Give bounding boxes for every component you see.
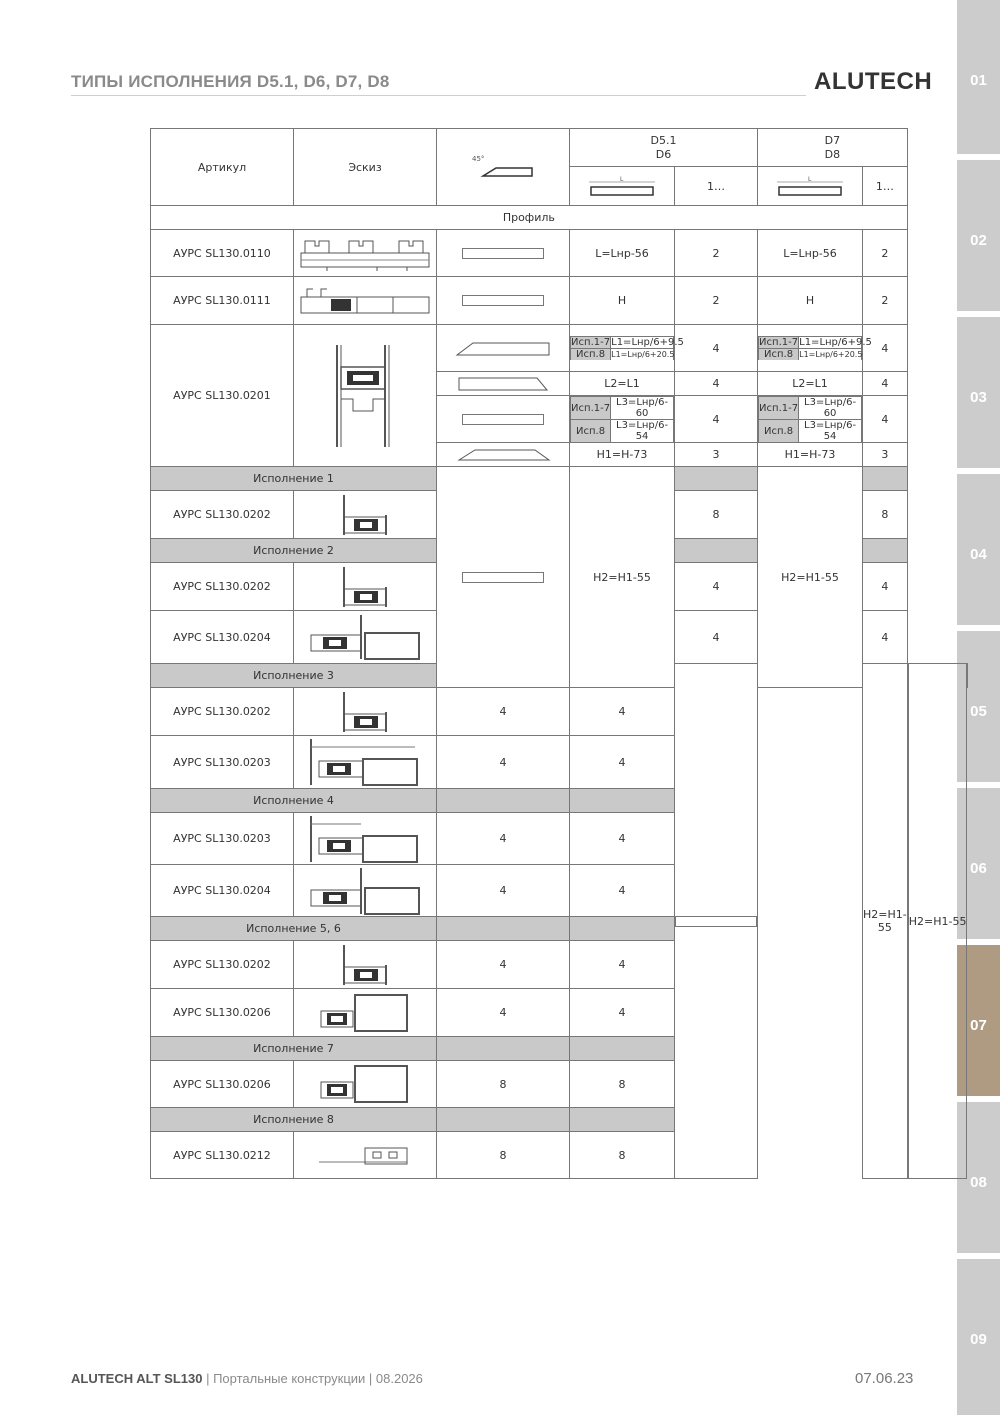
qty-b: 4 [570, 813, 675, 865]
article-cell: АУРС SL130.0203 [151, 736, 294, 789]
isp-subtable: Исп.1-7 L1=Lнр/6+9.5 Исп.8 L1=Lнр/6+20.5 [759, 337, 872, 360]
qty-a: 4 [675, 325, 758, 372]
article-cell: АУРС SL130.0111 [151, 277, 294, 325]
qty-b: 8 [570, 1132, 675, 1179]
profile-sketch-icon [330, 493, 400, 537]
rectangle-icon [462, 248, 544, 259]
sidebar-tab-01[interactable]: 01 [957, 0, 1000, 154]
article-cell: АУРС SL130.0204 [151, 611, 294, 664]
group-header-4: Исполнение 4 [151, 789, 437, 813]
formula-a: H2=H1-55 [863, 664, 908, 1179]
spec-table [150, 128, 968, 1179]
sidebar-tab-04[interactable]: 04 [957, 474, 1000, 625]
isp-subtable: Исп.1-7 L1=Lнр/6+9.5 Исп.8 L1=Lнр/6+20.5 [571, 337, 684, 360]
qty-b: 4 [570, 736, 675, 789]
profile-sketch [294, 865, 437, 917]
formula-a: H1=H-73 [570, 443, 675, 467]
footer-details: | Портальные конструкции | 08.2026 [202, 1371, 423, 1386]
qty-b: 4 [570, 941, 675, 989]
group-header-8: Исполнение 8 [151, 1108, 437, 1132]
formula-a: L=Lнр-56 [570, 230, 675, 277]
profile-sketch [294, 563, 437, 611]
qty-a: 4 [675, 563, 758, 611]
svg-text:45°: 45° [472, 155, 485, 163]
profile-sketch [294, 688, 437, 736]
qty-a: 4 [437, 688, 570, 736]
article-cell: АУРС SL130.0202 [151, 491, 294, 539]
article-cell: АУРС SL130.0202 [151, 563, 294, 611]
profile-sketch-icon [305, 737, 425, 787]
article-cell: АУРС SL130.0203 [151, 813, 294, 865]
qty-b: 4 [863, 611, 908, 664]
profile-sketch-icon [297, 233, 433, 273]
profile-sketch [294, 277, 437, 325]
isp-subtable: Исп.1-7 L3=Lнр/6-60 Исп.8 L3=Lнр/6-54 [570, 396, 674, 442]
profile-sketch-icon [315, 1062, 415, 1106]
formula-a: H2=H1-55 [570, 467, 675, 688]
profile-sketch-icon [325, 341, 405, 451]
formula-split-b [758, 396, 863, 443]
length-dimension-icon [587, 174, 657, 198]
section-header: Профиль [151, 206, 908, 230]
profile-sketch [294, 1061, 437, 1108]
profile-sketch-icon [297, 285, 433, 317]
formula-split-a [570, 396, 675, 443]
rectangle-icon [462, 572, 544, 583]
profile-shape [437, 325, 570, 372]
group-header-2: Исполнение 2 [151, 539, 437, 563]
qty-a: 4 [675, 396, 758, 443]
qty-a: 4 [675, 611, 758, 664]
qty-b: 4 [570, 989, 675, 1037]
formula-split-b [758, 325, 872, 372]
profile-sketch [294, 1132, 437, 1179]
qty-b: 8 [570, 1061, 675, 1108]
qty-b: 4 [570, 688, 675, 736]
profile-shape [675, 664, 758, 1179]
formula-b: H [758, 277, 863, 325]
article-cell: АУРС SL130.0206 [151, 989, 294, 1037]
formula-split-a [570, 325, 684, 372]
sidebar-tab-06[interactable]: 06 [957, 788, 1000, 939]
qty-a: 4 [675, 372, 758, 396]
footer-brand: ALUTECH ALT SL130 [71, 1371, 203, 1386]
profile-sketch [294, 989, 437, 1037]
profile-sketch-icon [330, 690, 400, 734]
group-header-7: Исполнение 7 [151, 1037, 437, 1061]
profile-sketch [294, 941, 437, 989]
qty-b: 2 [863, 277, 908, 325]
formula-b: H2=H1-55 [908, 664, 967, 1179]
sidebar-tab-03[interactable]: 03 [957, 317, 1000, 468]
profile-shape [437, 372, 570, 396]
qty-a: 8 [675, 491, 758, 539]
qty-b: 2 [863, 230, 908, 277]
svg-text:L: L [620, 176, 624, 183]
qty-a: 8 [437, 1132, 570, 1179]
profile-shape [437, 443, 570, 467]
trapezoid-profile-icon [453, 338, 553, 358]
header-group-d51-d6: D5.1 D6 [570, 129, 758, 167]
sidebar-tab-08[interactable]: 08 [957, 1102, 1000, 1253]
profile-shape [437, 277, 570, 325]
sidebar-tab-05[interactable]: 05 [957, 631, 1000, 782]
qty-a: 4 [437, 865, 570, 917]
qty-b: 4 [863, 325, 908, 372]
formula-a: H [570, 277, 675, 325]
qty-a: 3 [675, 443, 758, 467]
group-header-3: Исполнение 3 [151, 664, 437, 688]
footer-doc-info [71, 1371, 423, 1386]
header-length-a [570, 167, 675, 206]
formula-a: L2=L1 [570, 372, 675, 396]
profile-sketch [294, 325, 437, 467]
article-cell: АУРС SL130.0110 [151, 230, 294, 277]
profile-shape [437, 467, 570, 688]
brand-logo: ALUTECH [814, 68, 933, 95]
profile-sketch-icon [330, 565, 400, 609]
header-qty-a: 1… [675, 167, 758, 206]
header-group-d7-d8: D7 D8 [758, 129, 908, 167]
article-cell: АУРС SL130.0206 [151, 1061, 294, 1108]
title-divider [71, 95, 806, 96]
qty-a: 2 [675, 277, 758, 325]
qty-b: 4 [570, 865, 675, 917]
bevel-profile-icon [453, 375, 553, 393]
header-sketch: Эскиз [294, 129, 437, 206]
page-title: ТИПЫ ИСПОЛНЕНИЯ D5.1, D6, D7, D8 [71, 72, 390, 91]
article-cell: АУРС SL130.0204 [151, 865, 294, 917]
header-article: Артикул [151, 129, 294, 206]
group-header-5-6: Исполнение 5, 6 [151, 917, 437, 941]
profile-sketch [294, 230, 437, 277]
qty-b: 3 [863, 443, 908, 467]
formula-b: L=Lнр-56 [758, 230, 863, 277]
article-cell: АУРС SL130.0202 [151, 941, 294, 989]
qty-b: 8 [863, 491, 908, 539]
article-cell: АУРС SL130.0201 [151, 325, 294, 467]
qty-a: 4 [437, 813, 570, 865]
rectangle-icon [462, 295, 544, 306]
isp-subtable: Исп.1-7 L3=Lнр/6-60 Исп.8 L3=Lнр/6-54 [758, 396, 862, 442]
qty-a: 2 [675, 230, 758, 277]
qty-a: 4 [437, 941, 570, 989]
profile-sketch [294, 611, 437, 664]
article-cell: АУРС SL130.0202 [151, 688, 294, 736]
qty-a: 4 [437, 989, 570, 1037]
profile-sketch [294, 491, 437, 539]
trapezoid-profile-icon [453, 447, 553, 463]
formula-b: L2=L1 [758, 372, 863, 396]
cut-angle-icon [468, 152, 538, 182]
profile-sketch-icon [305, 814, 425, 864]
formula-b: H1=H-73 [758, 443, 863, 467]
profile-sketch-icon [305, 866, 425, 916]
qty-a: 8 [437, 1061, 570, 1108]
profile-sketch-icon [315, 991, 415, 1035]
qty-a: 4 [437, 736, 570, 789]
profile-shape [437, 396, 570, 443]
header-cut-angle [437, 129, 570, 206]
rectangle-icon [462, 414, 544, 425]
svg-text:L: L [808, 176, 812, 183]
rectangle-icon [675, 916, 757, 927]
group-header-1: Исполнение 1 [151, 467, 437, 491]
qty-b: 4 [863, 396, 908, 443]
profile-sketch-icon [330, 943, 400, 987]
length-dimension-icon [775, 174, 845, 198]
sidebar-tab-02[interactable]: 02 [957, 160, 1000, 311]
qty-b: 4 [863, 563, 908, 611]
qty-b: 4 [863, 372, 908, 396]
article-cell: АУРС SL130.0212 [151, 1132, 294, 1179]
profile-shape [437, 230, 570, 277]
header-length-b [758, 167, 863, 206]
profile-sketch [294, 736, 437, 789]
sidebar-tab-07[interactable]: 07 [957, 945, 1000, 1096]
formula-b: H2=H1-55 [758, 467, 863, 688]
profile-sketch [294, 813, 437, 865]
footer-date: 07.06.23 [855, 1370, 914, 1387]
profile-sketch-icon [305, 613, 425, 661]
header-qty-b: 1… [863, 167, 908, 206]
profile-sketch-icon [315, 1140, 415, 1170]
sidebar-tab-09[interactable]: 09 [957, 1259, 1000, 1415]
